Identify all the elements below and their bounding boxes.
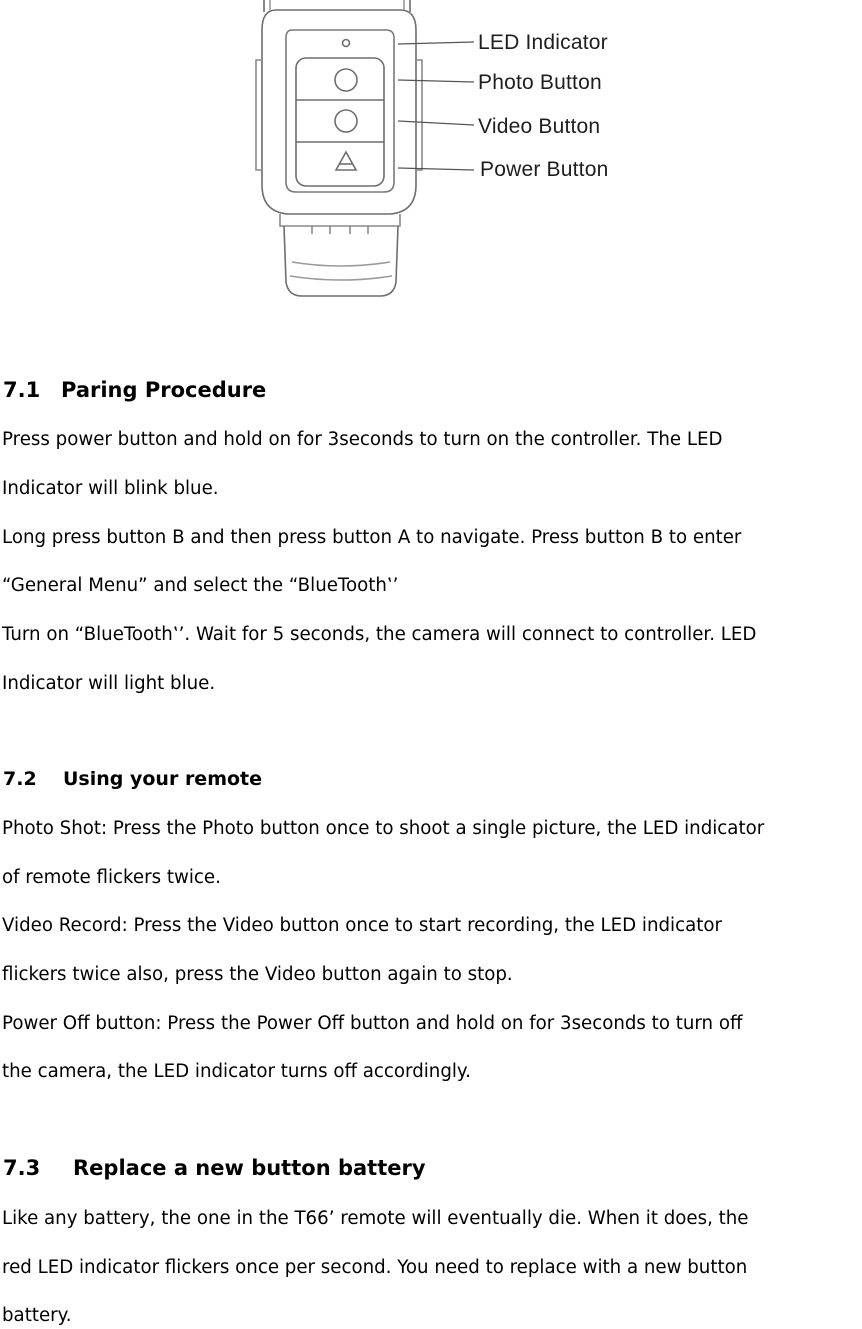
paragraph-line: Long press button B and then press button A to navigate. Press button B to enter: [2, 527, 742, 548]
remote-figure: [240, 0, 660, 300]
paragraph-line: Like any battery, the one in the T66’ remote will eventually die. When it does, the: [2, 1208, 749, 1229]
paragraph-line: Indicator will blink blue.: [2, 478, 219, 499]
paragraph-line: Indicator will light blue.: [2, 673, 216, 694]
led-dot: [343, 40, 350, 47]
callout-video-button: Video Button: [478, 115, 601, 138]
paragraph-line: the camera, the LED indicator turns off accordingly.: [2, 1061, 471, 1082]
section-number: 7.2: [3, 768, 37, 790]
paragraph-line: Press power button and hold on for 3seconds to turn on the controller. The LED: [2, 429, 723, 450]
video-button-circle: [335, 110, 357, 132]
section-number: 7.3: [3, 1156, 41, 1180]
callout-led-indicator: LED Indicator: [478, 31, 608, 54]
button-panel: [296, 58, 384, 186]
section-title: Replace a new button battery: [73, 1156, 426, 1180]
callout-lines: [398, 42, 474, 170]
paragraph-line: Turn on “BlueTooth‛’. Wait for 5 seconds, the camera will connect to controller. LED: [2, 624, 757, 645]
paragraph-line: Power Off button: Press the Power Off button and hold on for 3seconds to turn off: [2, 1013, 743, 1034]
paragraph-line: “General Menu” and select the “BlueTooth‛’: [2, 575, 399, 596]
section-title: Using your remote: [63, 768, 263, 790]
section-number: 7.1: [3, 378, 41, 402]
paragraph-line: flickers twice also, press the Video button again to stop.: [2, 964, 513, 985]
paragraph-line: Photo Shot: Press the Photo button once to shoot a single picture, the LED indicator: [2, 818, 765, 839]
callout-photo-button: Photo Button: [478, 71, 602, 94]
paragraph-line: Video Record: Press the Video button once to start recording, the LED indicator: [2, 915, 722, 936]
power-button-triangle: [336, 152, 356, 170]
paragraph-line: of remote flickers twice.: [2, 867, 221, 888]
callout-power-button: Power Button: [480, 158, 609, 181]
strap-bottom: [284, 226, 398, 296]
section-heading-7-1: [3, 378, 266, 402]
section-heading-7-3: [3, 1156, 426, 1180]
photo-button-circle: [335, 69, 357, 91]
section-title: Paring Procedure: [61, 378, 267, 402]
paragraph-line: red LED indicator flickers once per second. You need to replace with a new button: [2, 1257, 748, 1278]
paragraph-line: battery.: [2, 1305, 72, 1326]
section-heading-7-2: [3, 768, 262, 790]
